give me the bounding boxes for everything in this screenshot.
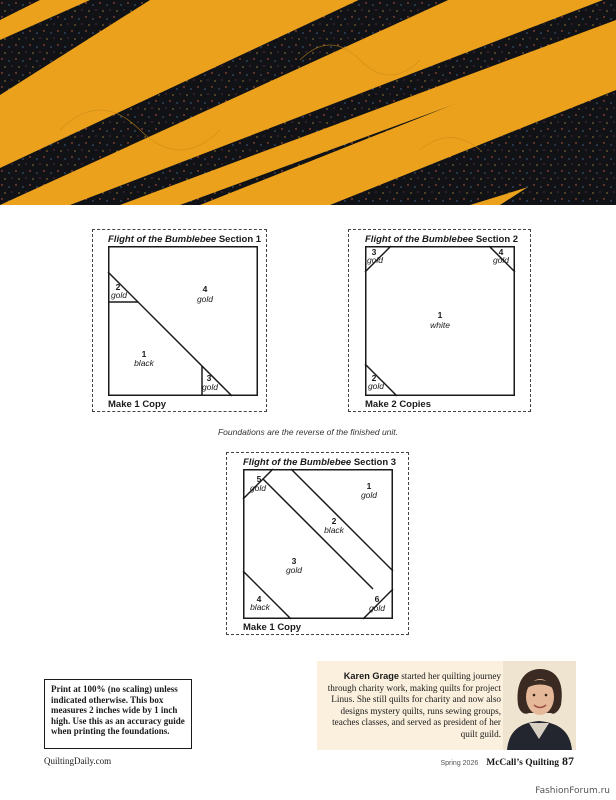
svg-text:gold: gold <box>360 490 378 500</box>
foundation-diagram <box>365 246 515 396</box>
bio-body: started her quilting journey through charity work, making quilts for project Linus. She still quilts for charity and now also designs mystery quilts, runs sewing groups, teaches classes, and served as president of her quilt guild. <box>327 671 501 739</box>
foundation-caption: Foundations are the reverse of the finished unit. <box>217 427 399 437</box>
pattern-title: Flight of the Bumblebee Section 1 <box>108 234 262 245</box>
svg-text:gold: gold <box>110 290 128 300</box>
copies-label: Make 2 Copies <box>365 399 431 410</box>
svg-text:gold: gold <box>366 255 384 265</box>
svg-text:gold: gold <box>285 565 303 575</box>
designer-photo <box>503 661 576 750</box>
accuracy-guide-text: Print at 100% (no scaling) unless indicated otherwise. This box measures 2 inches wide by 1 inch high. Use this as an accuracy guide when printing the foundations. <box>51 684 185 736</box>
svg-text:1: 1 <box>366 481 372 491</box>
svg-text:gold: gold <box>367 381 385 391</box>
accuracy-guide-box <box>44 679 192 749</box>
svg-text:gold: gold <box>368 603 386 613</box>
footer-season: Spring 2026 <box>440 760 479 767</box>
foundation-diagram <box>243 469 393 619</box>
svg-text:4: 4 <box>256 594 262 604</box>
svg-text:3: 3 <box>206 373 212 383</box>
copies-label: Make 1 Copy <box>108 399 167 410</box>
svg-text:1: 1 <box>437 310 443 320</box>
svg-text:2: 2 <box>115 282 121 292</box>
footer-magazine: McCall’s Quilting <box>486 758 559 768</box>
bio-text <box>321 671 501 741</box>
svg-text:black: black <box>134 358 154 368</box>
svg-text:black: black <box>250 602 270 612</box>
svg-text:2: 2 <box>331 516 337 526</box>
svg-text:4: 4 <box>202 284 208 294</box>
pattern-title: Flight of the Bumblebee Section 2 <box>365 234 519 245</box>
svg-text:2: 2 <box>371 373 377 383</box>
svg-text:4: 4 <box>498 247 504 257</box>
designer-name: Karen Grage <box>343 671 399 681</box>
designer-bio <box>317 661 576 750</box>
svg-text:3: 3 <box>371 247 377 257</box>
svg-text:gold: gold <box>196 294 214 304</box>
svg-text:6: 6 <box>374 594 380 604</box>
svg-text:gold: gold <box>492 255 510 265</box>
svg-text:5: 5 <box>256 474 262 484</box>
copies-label: Make 1 Copy <box>243 622 302 633</box>
pattern-section-1 <box>92 229 267 412</box>
page-number: 87 <box>562 754 574 768</box>
footer-website: QuiltingDaily.com <box>44 756 112 766</box>
svg-text:black: black <box>324 525 344 535</box>
pattern-title: Flight of the Bumblebee Section 3 <box>243 457 397 468</box>
svg-text:1: 1 <box>141 349 147 359</box>
watermark: FashionForum.ru <box>535 786 610 796</box>
svg-text:white: white <box>430 320 450 330</box>
svg-text:gold: gold <box>201 382 219 392</box>
pattern-section-3 <box>226 452 409 635</box>
foundation-diagram <box>108 246 258 396</box>
quilt-photo <box>0 0 616 205</box>
footer-folio <box>440 754 574 769</box>
pattern-section-2 <box>348 229 531 412</box>
svg-text:gold: gold <box>249 483 267 493</box>
svg-text:3: 3 <box>291 556 297 566</box>
